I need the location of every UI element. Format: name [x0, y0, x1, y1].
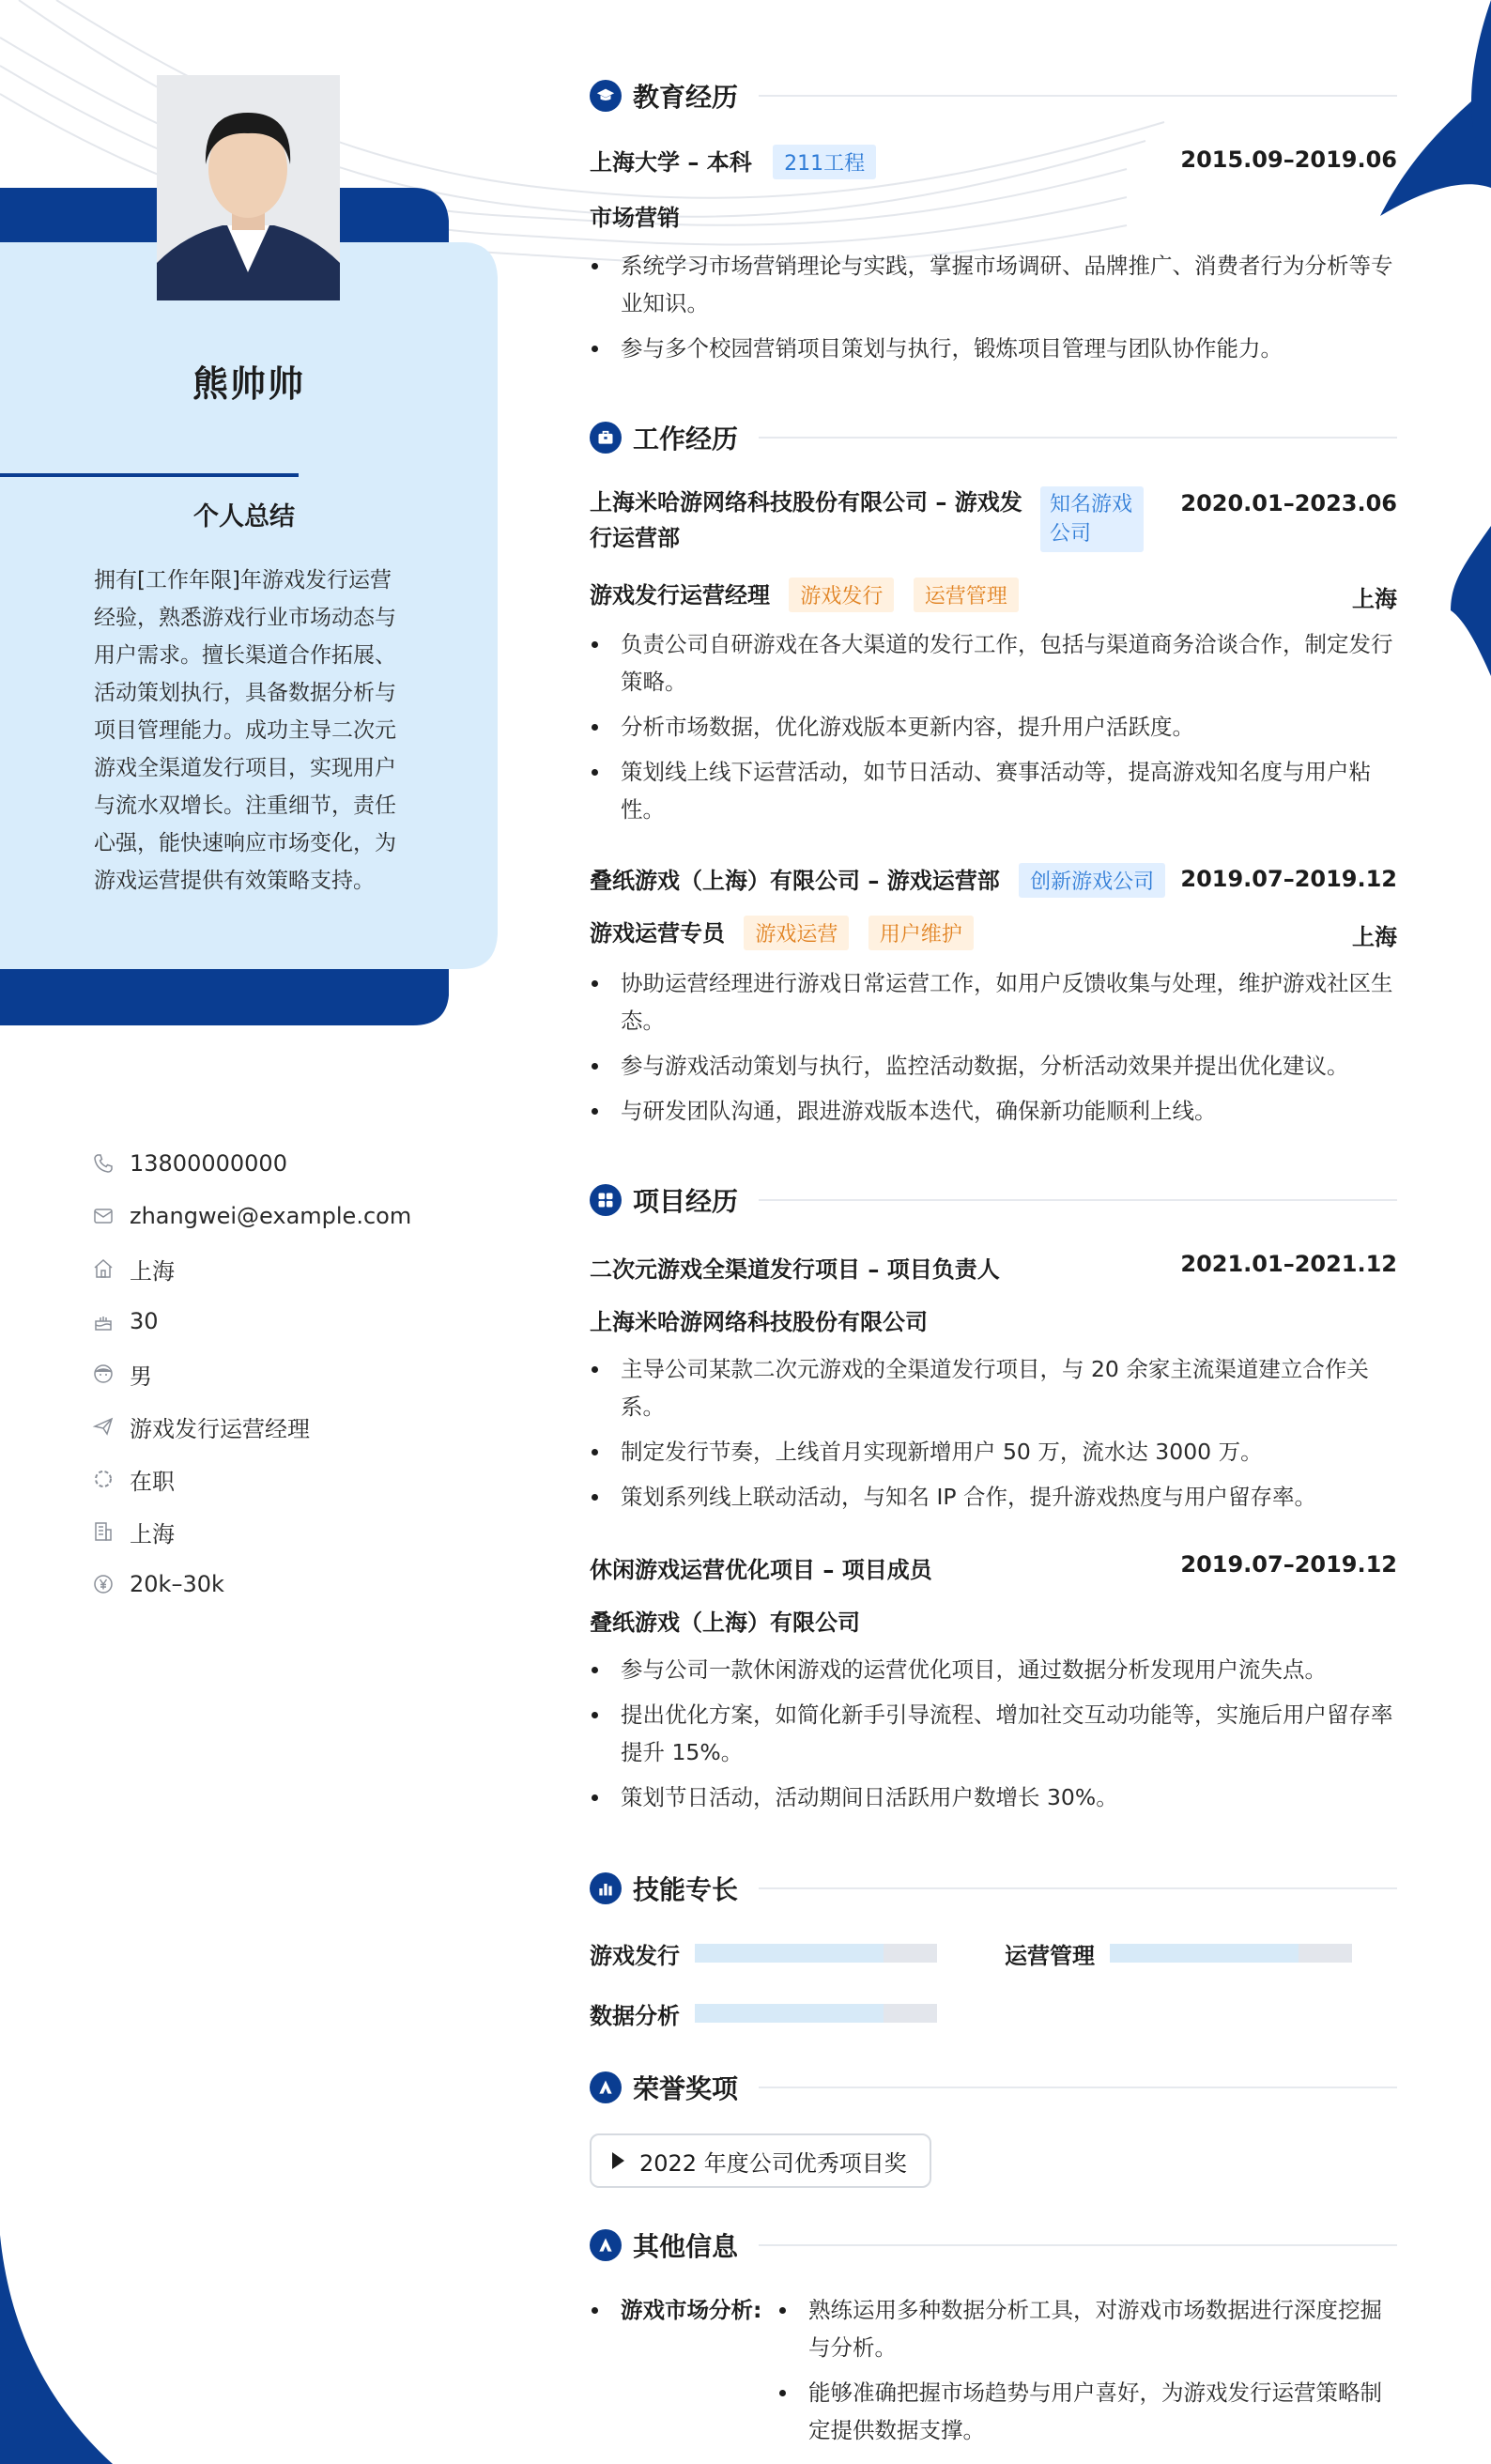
list-item: 能够准确把握市场趋势与用户喜好，为游戏发行运营策略制定提供数据支撑。: [777, 2374, 1397, 2449]
phone-icon: [92, 1152, 115, 1175]
contact-location: [92, 1242, 486, 1295]
job-tag: 游戏发行: [789, 578, 894, 612]
education-major: 市场营销: [590, 205, 680, 231]
education-date: 2015.09–2019.06: [1180, 146, 1397, 173]
skills-title: 技能专长: [633, 1874, 739, 1905]
contact-salary: [92, 1558, 486, 1610]
list-item: 参与多个校园营销项目策划与执行，锻炼项目管理与团队协作能力。: [590, 330, 1397, 367]
education-school: 上海大学 – 本科: [590, 149, 752, 176]
skill-bar: [1110, 1944, 1352, 1963]
sidebar: [0, 0, 507, 2464]
section-divider: [759, 95, 1397, 97]
job-tag: 运营管理: [914, 578, 1019, 612]
job-bullets: [590, 964, 1397, 1137]
briefcase-icon: [590, 422, 622, 454]
project-name: 二次元游戏全渠道发行项目 – 项目负责人: [590, 1256, 1000, 1283]
send-icon: [92, 1415, 115, 1438]
job-tag: 游戏运营: [744, 916, 849, 950]
contact-gender-text: 男: [130, 1363, 152, 1390]
contact-status-text: 在职: [130, 1468, 175, 1495]
section-divider: [759, 2087, 1397, 2088]
job-bullets: [590, 625, 1397, 836]
yen-icon: [92, 1573, 115, 1595]
list-item: 提出优化方案，如简化新手引导流程、增加社交互动功能等，实施后用户留存率提升 15%。: [590, 1696, 1397, 1771]
mail-icon: [92, 1205, 115, 1227]
job-position-row: [590, 915, 974, 950]
section-divider: [759, 437, 1397, 439]
contact-position-text: 游戏发行运营经理: [130, 1415, 310, 1442]
contact-position: [92, 1400, 486, 1453]
job-company: 叠纸游戏（上海）有限公司 – 游戏运营部: [590, 868, 1000, 894]
job-date: 2019.07–2019.12: [1180, 866, 1397, 892]
skill-fill: [695, 2004, 884, 2023]
project-bullets: [590, 1350, 1397, 1523]
project-date: 2021.01–2021.12: [1180, 1251, 1397, 1277]
job-position: 游戏运营专员: [590, 920, 725, 947]
skill-bar: [695, 2004, 937, 2023]
work-title: 工作经历: [633, 424, 739, 454]
education-bullets: [590, 247, 1397, 375]
job-company-tag: 创新游戏公司: [1019, 863, 1165, 898]
contact-age-text: 30: [130, 1308, 159, 1334]
contact-city: [92, 1505, 486, 1558]
job-date: 2020.01–2023.06: [1180, 490, 1397, 516]
award-text: 2022 年度公司优秀项目奖: [639, 2149, 907, 2177]
list-item: 协助运营经理进行游戏日常运营工作，如用户反馈收集与处理，维护游戏社区生态。: [590, 964, 1397, 1040]
contact-email-text: zhangwei@example.com: [130, 1203, 412, 1229]
summary-title: 个人总结: [193, 502, 295, 531]
education-tag: 211工程: [773, 145, 876, 179]
list-item: 参与游戏活动策划与执行，监控活动数据，分析活动效果并提出优化建议。: [590, 1047, 1397, 1085]
education-school-row: [590, 144, 876, 179]
skills-header: [590, 1870, 1397, 1907]
job-location: 上海: [1352, 586, 1397, 612]
other-title: 其他信息: [633, 2231, 739, 2262]
awards-header: [590, 2069, 1397, 2106]
list-item: 策划线上线下运营活动，如节日活动、赛事活动等，提高游戏知名度与用户粘性。: [590, 753, 1397, 828]
awards-title: 荣誉奖项: [633, 2073, 739, 2104]
skill-bar: [695, 1944, 937, 1963]
list-item: 系统学习市场营销理论与实践，掌握市场调研、品牌推广、消费者行为分析等专业知识。: [590, 247, 1397, 322]
contact-salary-text: 20k–30k: [130, 1571, 224, 1597]
project-name: 休闲游戏运营优化项目 – 项目成员: [590, 1557, 932, 1583]
project-org: 叠纸游戏（上海）有限公司: [590, 1609, 860, 1636]
list-item: 负责公司自研游戏在各大渠道的发行工作，包括与渠道商务洽谈合作，制定发行策略。: [590, 625, 1397, 701]
education-header: [590, 77, 1397, 115]
grid-icon: [590, 1184, 622, 1216]
contact-list: [92, 1137, 486, 1610]
face-icon: [92, 1363, 115, 1385]
building-icon: [92, 1520, 115, 1543]
avatar: [157, 75, 340, 300]
contact-email: [92, 1190, 486, 1242]
award-icon: [590, 2071, 622, 2103]
job-position-row: [590, 577, 1019, 612]
section-divider: [759, 2244, 1397, 2246]
list-item: 熟练运用多种数据分析工具，对游戏市场数据进行深度挖掘与分析。: [777, 2291, 1397, 2366]
project-bullets: [590, 1651, 1397, 1824]
contact-city-text: 上海: [130, 1520, 175, 1548]
job-company-row: [590, 862, 1165, 898]
contact-gender: [92, 1348, 486, 1400]
award-item: [590, 2133, 931, 2188]
section-divider: [759, 1887, 1397, 1889]
skill-label: 数据分析: [590, 2003, 680, 2029]
status-icon: [92, 1468, 115, 1490]
project-date: 2019.07–2019.12: [1180, 1551, 1397, 1578]
list-item: 参与公司一款休闲游戏的运营优化项目，通过数据分析发现用户流失点。: [590, 1651, 1397, 1688]
candidate-name: 熊帅帅: [192, 363, 305, 405]
home-icon: [92, 1257, 115, 1280]
summary-text: 拥有[工作年限]年游戏发行运营经验，熟悉游戏行业市场动态与用户需求。擅长渠道合作拓展、活动策划执行，具备数据分析与项目管理能力。成功主导二次元游戏全渠道发行项目，实现用户与流水双增长。注重细节，责任心强，能快速响应市场变化，为游戏运营提供有效策略支持。: [94, 568, 396, 893]
project-org: 上海米哈游网络科技股份有限公司: [590, 1309, 928, 1335]
profile-photo: [157, 75, 340, 300]
list-item: 策划系列线上联动活动，与知名 IP 合作，提升游戏热度与用户留存率。: [590, 1478, 1397, 1516]
skill-label: 运营管理: [1005, 1943, 1095, 1969]
job-tag: 用户维护: [868, 916, 974, 950]
skill-fill: [695, 1944, 884, 1963]
list-item: 制定发行节奏，上线首月实现新增用户 50 万，流水达 3000 万。: [590, 1433, 1397, 1471]
cake-icon: [92, 1310, 115, 1332]
contact-phone: [92, 1137, 486, 1190]
other-header: [590, 2226, 1397, 2264]
skill-label: 游戏发行: [590, 1943, 680, 1969]
contact-status: [92, 1453, 486, 1505]
contact-location-text: 上海: [130, 1257, 175, 1285]
section-divider: [759, 1199, 1397, 1201]
education-title: 教育经历: [633, 82, 739, 113]
job-location: 上海: [1352, 924, 1397, 950]
contact-phone-text: 13800000000: [130, 1150, 287, 1177]
list-item: 主导公司某款二次元游戏的全渠道发行项目，与 20 余家主流渠道建立合作关系。: [590, 1350, 1397, 1425]
play-icon: [612, 2152, 624, 2169]
list-item: 分析市场数据，优化游戏版本更新内容，提升用户活跃度。: [590, 708, 1397, 746]
other-label: 游戏市场分析:: [590, 2291, 761, 2329]
other-bullets: [777, 2291, 1397, 2456]
projects-title: 项目经历: [633, 1186, 739, 1217]
skill-fill: [1110, 1944, 1299, 1963]
projects-header: [590, 1181, 1397, 1219]
info-icon: [590, 2229, 622, 2261]
graduation-cap-icon: [590, 80, 622, 112]
bar-chart-icon: [590, 1872, 622, 1904]
job-company: 上海米哈游网络科技股份有限公司 – 游戏发行运营部: [590, 489, 1022, 551]
contact-age: [92, 1295, 486, 1348]
summary-divider: [0, 473, 299, 477]
job-company-tag: 知名游戏公司: [1040, 486, 1144, 552]
job-position: 游戏发行运营经理: [590, 582, 770, 608]
list-item: 与研发团队沟通，跟进游戏版本迭代，确保新功能顺利上线。: [590, 1092, 1397, 1130]
list-item: 策划节日活动，活动期间日活跃用户数增长 30%。: [590, 1779, 1397, 1816]
work-header: [590, 419, 1397, 456]
